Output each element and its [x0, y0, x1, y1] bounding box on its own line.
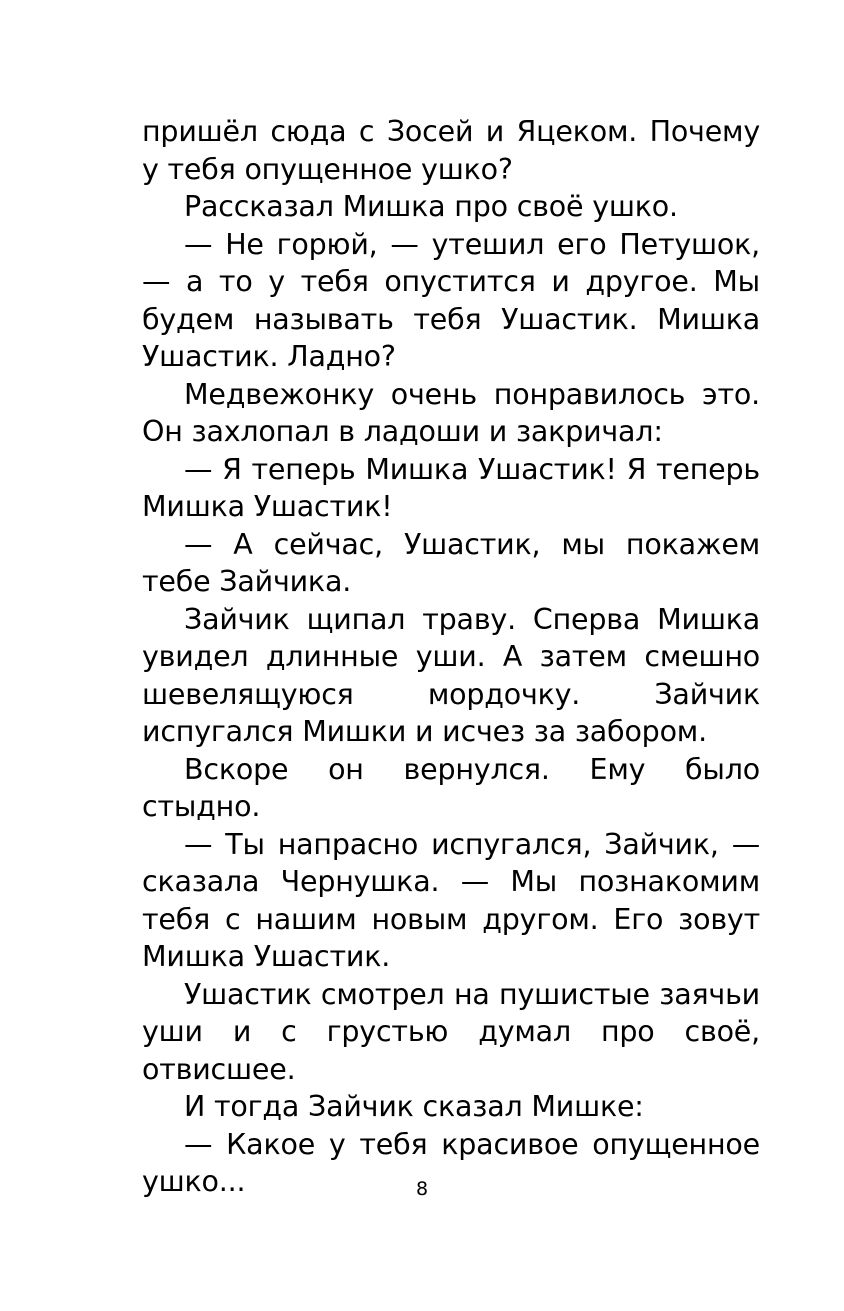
paragraph: Ушастик смотрел на пушистые заячьи уши и с грустью думал про своё, отвисшее.: [142, 977, 760, 1086]
paragraph: Медвежонку очень понравилось это. Он захлопал в ладоши и закричал:: [142, 377, 760, 448]
paragraph-continuation: пришёл сюда с Зосей и Яцеком. Почему у тебя опущенное ушко?: [142, 115, 760, 186]
page-number: 8: [415, 1178, 429, 1200]
paragraph-dialogue: — Я теперь Мишка Ушастик! Я теперь Мишка Ушастик!: [142, 452, 760, 523]
paragraph-dialogue: — А сейчас, Ушастик, мы покажем тебе Зайчика.: [142, 527, 760, 598]
paragraph-dialogue: — Какое у тебя красивое опущенное ушко...: [142, 1127, 760, 1198]
paragraph: Зайчик щипал траву. Сперва Мишка увидел длинные уши. А затем смешно шевелящуюся мордочку. Зайчик испугался Мишки и исчез за забором.: [142, 602, 760, 748]
page-text: [142, 113, 760, 1201]
paragraph: Вскоре он вернулся. Ему было стыдно.: [142, 752, 760, 823]
paragraph-dialogue: — Не горюй, — утешил его Петушок, — а то у тебя опустится и другое. Мы будем называть тебя Ушастик. Мишка Ушастик. Ладно?: [142, 227, 760, 373]
paragraph: И тогда Зайчик сказал Мишке:: [184, 1090, 644, 1123]
paragraph: Рассказал Мишка про своё ушко.: [184, 190, 678, 223]
paragraph-dialogue: — Ты напрасно испугался, Зайчик, — сказала Чернушка. — Мы познакомим тебя с нашим новым другом. Его зовут Мишка Ушастик.: [142, 827, 760, 973]
